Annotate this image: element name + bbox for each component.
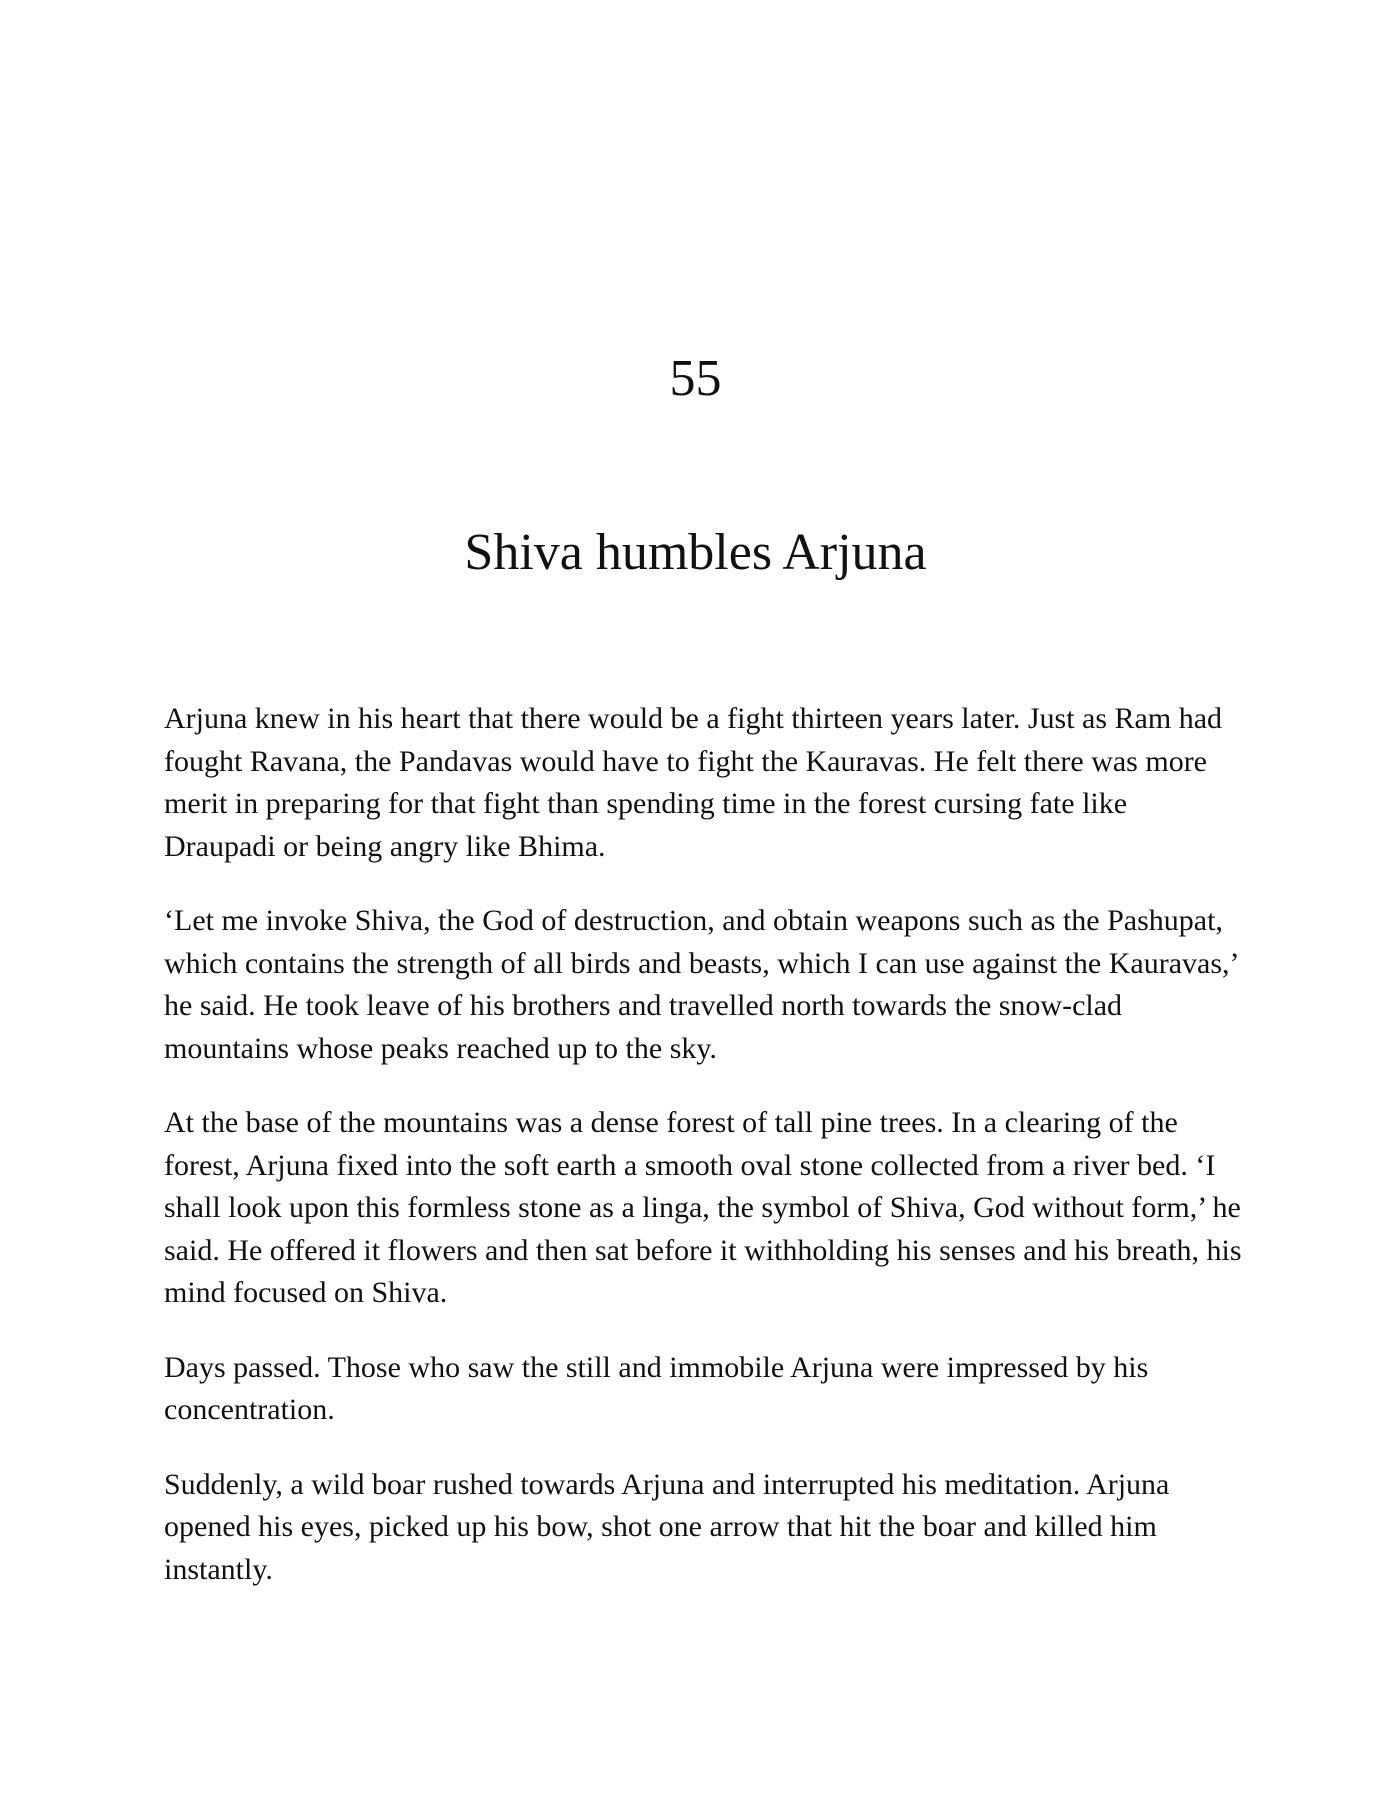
chapter-number: 55 bbox=[669, 350, 722, 407]
paragraph: Arjuna knew in his heart that there would be a fight thirteen years later. Just as Ram had fought Ravana, the Pandavas would have to fight the Kauravas. He felt there was more merit in preparing for that fight than spending time in the forest cursing fate like Draupadi or being angry like Bhima. bbox=[164, 702, 1223, 863]
chapter-title: Shiva humbles Arjuna bbox=[464, 524, 927, 581]
paragraph: At the base of the mountains was a dense forest of tall pine trees. In a clearing of the forest, Arjuna fixed into the soft earth a smooth oval stone collected from a river bed. ‘I shall look upon this formless stone as a linga, the symbol of Shiva, God without form,’ he said. He offered it flowers and then sat before it withholding his senses and his breath, his mind focused on Shiva. bbox=[164, 1106, 1242, 1309]
paragraph: ‘Let me invoke Shiva, the God of destruction, and obtain weapons such as the Pashupat, which contains the strength of all birds and beasts, which I can use against the Kauravas,’ he said. He took leave of his brothers and travelled north towards the snow-clad mountains whose peaks reached up to the sky. bbox=[164, 904, 1238, 1065]
paragraph: Days passed. Those who saw the still and immobile Arjuna were impressed by his concentration. bbox=[164, 1350, 1149, 1426]
paragraph: Suddenly, a wild boar rushed towards Arjuna and interrupted his meditation. Arjuna opened his eyes, picked up his bow, shot one arrow that hit the boar and killed him instantly. bbox=[164, 1467, 1170, 1586]
chapter-body bbox=[164, 698, 1244, 1623]
